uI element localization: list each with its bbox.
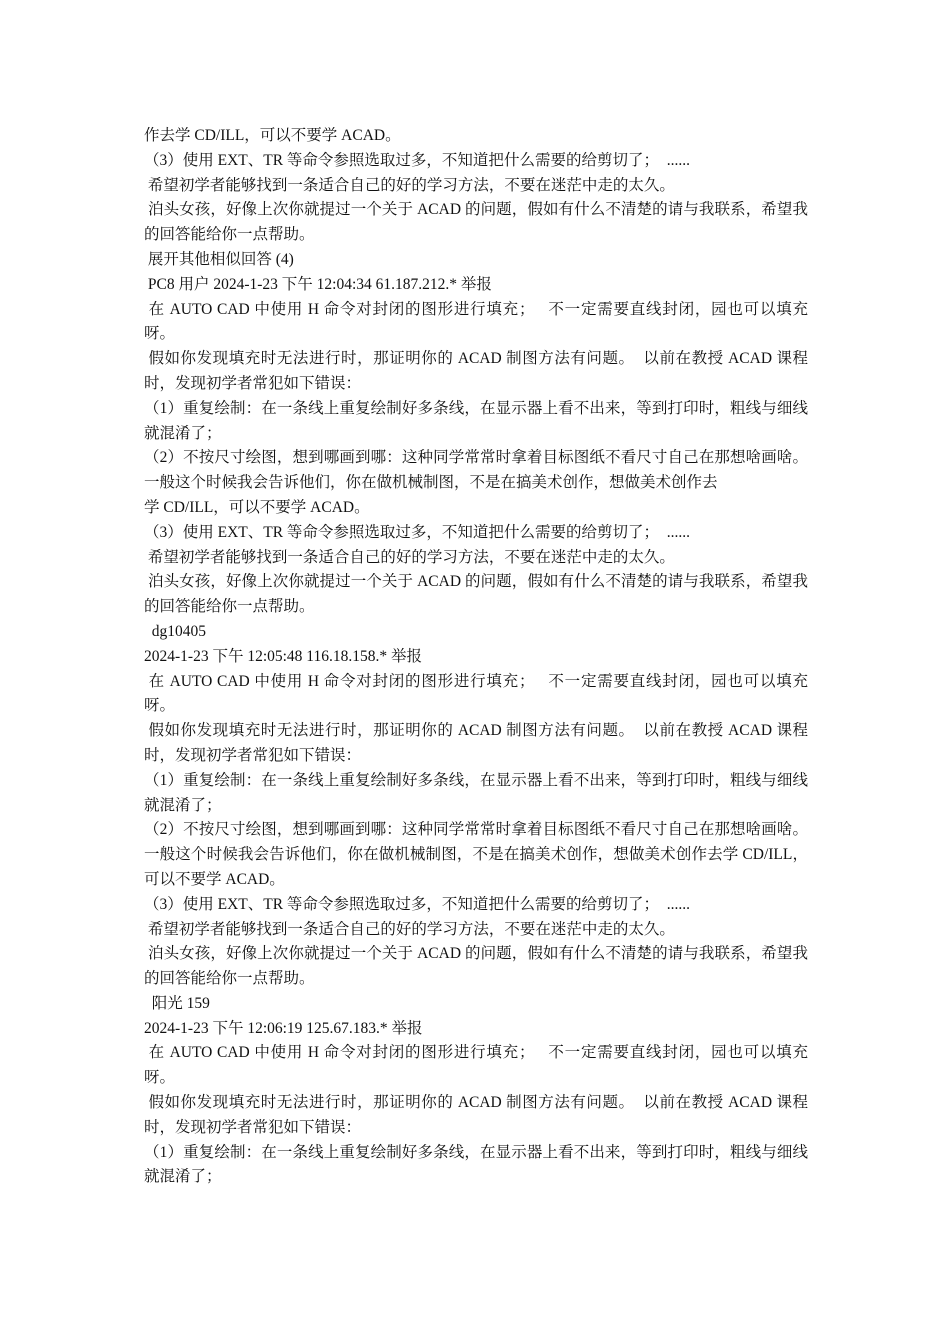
answer-meta: 2024-1-23 下午 12:05:48 116.18.158.* 举报: [144, 647, 422, 665]
list-item: （1）重复绘制：在一条线上重复绘制好多条线，在显示器上看不出来，等到打印时，粗线与细线就混淆了；: [144, 1143, 808, 1186]
paragraph: 希望初学者能够找到一条适合自己的好的学习方法，不要在迷茫中走的太久。: [144, 176, 675, 194]
list-item: （2）不按尺寸绘图，想到哪画到哪：这种同学常常时拿着目标图纸不看尺寸自己在那想啥画啥。一般这个时候我会告诉他们，你在做机械制图，不是在搞美术创作，想做美术创作去: [144, 449, 808, 492]
paragraph: 假如你发现填充时无法进行时，那证明你的 ACAD 制图方法有问题。 以前在教授 ACAD 课程时，发现初学者常犯如下错误：: [144, 722, 809, 764]
paragraph: 希望初学者能够找到一条适合自己的好的学习方法，不要在迷茫中走的太久。: [144, 920, 675, 938]
list-item: （3）使用 EXT、TR 等命令参照选取过多，不知道把什么需要的给剪切了； ......: [144, 895, 690, 913]
paragraph: 泊头女孩，好像上次你就提过一个关于 ACAD 的问题，假如有什么不清楚的请与我联系，希望我的回答能给你一点帮助。: [144, 945, 808, 988]
paragraph: 在 AUTO CAD 中使用 H 命令对封闭的图形进行填充； 不一定需要直线封闭，园也可以填充呀。: [144, 1044, 808, 1087]
paragraph: 学 CD/ILL，可以不要学 ACAD。: [144, 498, 370, 516]
paragraph: 作去学 CD/ILL，可以不要学 ACAD。: [144, 127, 401, 144]
answer-author: 阳光 159: [144, 994, 210, 1012]
list-item: （1）重复绘制：在一条线上重复绘制好多条线，在显示器上看不出来，等到打印时，粗线与细线就混淆了；: [144, 771, 808, 814]
paragraph: 在 AUTO CAD 中使用 H 命令对封闭的图形进行填充； 不一定需要直线封闭，园也可以填充呀。: [144, 672, 808, 715]
list-item: （3）使用 EXT、TR 等命令参照选取过多，不知道把什么需要的给剪切了； ......: [144, 523, 690, 541]
list-item: （2）不按尺寸绘图，想到哪画到哪：这种同学常常时拿着目标图纸不看尺寸自己在那想啥画啥。一般这个时候我会告诉他们，你在做机械制图，不是在搞美术创作，想做美术创作去学 CD/ILL，可以不要学 ACAD。: [144, 821, 808, 888]
paragraph: 假如你发现填充时无法进行时，那证明你的 ACAD 制图方法有问题。 以前在教授 ACAD 课程时，发现初学者常犯如下错误：: [144, 350, 809, 392]
answer-author: dg10405: [144, 622, 206, 640]
answer-meta: 2024-1-23 下午 12:06:19 125.67.183.* 举报: [144, 1019, 423, 1037]
document-body: [144, 124, 808, 1190]
paragraph: 希望初学者能够找到一条适合自己的好的学习方法，不要在迷茫中走的太久。: [144, 548, 675, 566]
paragraph: 泊头女孩，好像上次你就提过一个关于 ACAD 的问题，假如有什么不清楚的请与我联系，希望我的回答能给你一点帮助。: [144, 201, 808, 244]
paragraph: 假如你发现填充时无法进行时，那证明你的 ACAD 制图方法有问题。 以前在教授 ACAD 课程时，发现初学者常犯如下错误：: [144, 1094, 809, 1136]
paragraph: 泊头女孩，好像上次你就提过一个关于 ACAD 的问题，假如有什么不清楚的请与我联系，希望我的回答能给你一点帮助。: [144, 573, 808, 616]
list-item: （3）使用 EXT、TR 等命令参照选取过多，不知道把什么需要的给剪切了； ......: [144, 151, 690, 169]
answer-meta: PC8 用户 2024-1-23 下午 12:04:34 61.187.212.* 举报: [144, 275, 492, 293]
list-item: （1）重复绘制：在一条线上重复绘制好多条线，在显示器上看不出来，等到打印时，粗线与细线就混淆了；: [144, 399, 808, 442]
expand-similar-answers-link[interactable]: 展开其他相似回答 (4): [144, 250, 294, 268]
paragraph: 在 AUTO CAD 中使用 H 命令对封闭的图形进行填充； 不一定需要直线封闭，园也可以填充呀。: [144, 300, 808, 343]
